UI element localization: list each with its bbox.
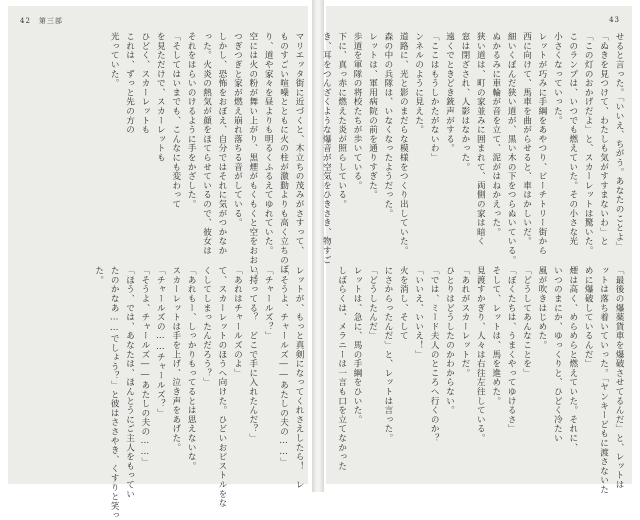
left-bottom-column: 「チャールズ？」 <box>263 266 274 341</box>
left-top-column: 「そしてはいまでも、こんなにも変わって <box>170 32 181 209</box>
left-top-column: それをはらいのけるように手をかざした。 <box>186 32 197 209</box>
right-top-column: このランプは、いつでも燃えていた。その小さな光 <box>567 32 578 246</box>
left-top-column: つぎつぎと家が燃え崩れ落ちる音がしている。 <box>232 32 243 228</box>
right-page <box>321 6 632 495</box>
right-top-column: 森の中の兵隊は、いなくなったようだった。 <box>382 32 393 218</box>
right-bottom-column: 「ぼくたちは、うまくやってゆけるさ」 <box>506 266 517 434</box>
right-bottom-column: 見渡すかぎり、人々は右往左往している。 <box>475 266 486 443</box>
right-top-column: 下に、真っ赤に燃えた炎が照らしている。 <box>336 32 347 209</box>
right-bottom-column: 「いいえ、いいえ！」 <box>413 266 424 359</box>
left-top-column: を見ただけで、スカーレットも <box>155 32 166 163</box>
left-bottom-column: 「ほう、では、あなたは、ほんとうにご主人をもってい <box>124 266 135 499</box>
right-top-column: 狭い道は、町の家並みに囲まれて、両側の家は暗く <box>475 32 486 246</box>
left-top-column: り、道や家々を昼よりも明るくふるえてゆれていた。 <box>263 32 274 256</box>
left-folio: 42 第三部 <box>20 17 63 25</box>
left-page-top-text <box>22 32 306 284</box>
left-bottom-column: 「そうよ、チャールズ――あたしの夫の……」 <box>278 266 289 467</box>
right-top-column: ぬかるみに車輪が音を立て、泥がはねかえった。 <box>490 32 501 237</box>
right-bottom-column: 風が吹きはじめた。 <box>536 266 547 350</box>
right-bottom-column: 「最後の爆薬貨車を爆破させてるんだ」と、レットは <box>614 266 624 490</box>
left-bottom-column: て、スカーレットのほうへ向けた。ひどいおピストルをな <box>216 266 227 508</box>
right-bottom-column: 「どうしてあんなことを」 <box>521 266 532 378</box>
left-top-column: マリエッタ街に近づくと、木立ちの茂みがさすって、 <box>294 32 304 256</box>
right-page-top-text <box>321 32 626 265</box>
right-bottom-column: 「あれがスカーレットだ。 <box>459 266 470 378</box>
left-bottom-column: 「持ってる？ どこで手に入れたんだ？」 <box>247 266 258 443</box>
left-page-bottom-text <box>22 266 306 520</box>
right-top-column: 窓は閉ざされ、人影はなかった。 <box>459 32 470 172</box>
right-top-column: 「ここはもうしかたがないわ」 <box>429 32 440 163</box>
left-top-column: これは、ずっと先の方の <box>124 32 135 135</box>
right-bottom-column: レットは、急に、馬の手綱をひいた。 <box>352 266 363 425</box>
right-bottom-column: 煙は高く、めらめらと燃えていた。それに、 <box>567 266 578 452</box>
right-top-column: 「ぬきを見つけて、わたしも気がすすまないわ」と <box>598 32 609 246</box>
right-top-column: 西に向けて、馬車を曲がらせると、車はかしいだ。 <box>521 32 532 246</box>
left-bottom-column: くしてしまったんだろう？」 <box>201 266 212 387</box>
right-top-column: 道路に、光と影のまだらな模様をつくり出していた。 <box>398 32 409 256</box>
right-top-column: せると言った。「いいえ、ちがう。あなたのことよ」 <box>614 32 624 251</box>
right-page-bottom-text <box>336 266 626 495</box>
right-bottom-column: しばらくは、メラニーは一言も口を立てなかった <box>336 266 347 471</box>
left-bottom-column: 「そうよ、チャールズ――あたしの夫の……」 <box>139 266 150 467</box>
left-top-column: 光っていた。 <box>109 32 120 88</box>
left-top-column: しかし、恐怖をおぼえ、自分ではそれに気がつかなか <box>216 32 227 256</box>
right-bottom-column: そして、レットは、馬を進めた。 <box>490 266 501 406</box>
right-bottom-column: いつのまにか、ゆっくりと、ひどく冷たい <box>552 266 563 443</box>
left-bottom-column: 「あれはチャールズのよ」 <box>232 266 243 378</box>
left-bottom-column: スカーレットは手を上げ、泣き声をあげた。 <box>170 266 181 452</box>
right-top-column: レットが巧みに手綱をあやつり、ピーチトリー街から <box>536 32 547 256</box>
right-top-column: 「この灯のおかげだよ」と、スカーレットは驚いた。 <box>583 32 594 256</box>
right-top-column: レットは、軍用病院の前を通りすぎた。 <box>367 32 378 200</box>
right-top-column: 小さくなっていった。 <box>552 32 563 125</box>
right-bottom-column: 「では、ミード夫人のところへ行くのか？ <box>429 266 440 443</box>
left-bottom-column: たのかなあ……でしょう？」と彼はささやき、くすりと笑っ <box>109 266 120 520</box>
right-bottom-column: ひとりはどうしたのかわからない。 <box>444 266 455 415</box>
right-bottom-column: ットは落ち着いていった。「ヤンキーどもに渡さないた <box>598 266 609 495</box>
left-page <box>8 6 308 520</box>
right-top-column: き、耳をつんざくような爆音が空気をひきさき、物すご <box>321 32 332 265</box>
right-bottom-column: 火を消し、そして <box>398 266 409 341</box>
right-bottom-column: にさからったんだ」と、レットは言った。 <box>382 266 393 443</box>
left-bottom-column: 「あれもー、しっかりもってるとは思えないな。 <box>186 266 197 471</box>
left-bottom-column: レットが、もっと真剣になってくれさえしたら！ レ <box>294 266 304 490</box>
right-folio: 43 <box>609 16 620 24</box>
right-top-column: 遠くでときどき銃声がする。 <box>444 32 455 153</box>
right-top-column: 歩道を軍隊の将校たちが歩いている。 <box>352 32 363 191</box>
right-top-column: ンネルのように見えた。 <box>413 32 424 135</box>
right-bottom-column: 「どうしたんだ」 <box>367 266 378 341</box>
right-bottom-column: めに爆破しているんだ」 <box>583 266 594 369</box>
left-bottom-column: 「チャールズの……チャールズ？」 <box>155 266 166 418</box>
left-bottom-column: た。 <box>93 266 104 285</box>
left-top-column: 空には火の粉が舞い上がり、黒煙がもくもくと空をおおい、 <box>247 32 258 284</box>
right-top-column: 細いくぼんだ狭い道が、黒い木の下をつらぬいている。 <box>506 32 517 265</box>
left-top-column: ものすごい喧噪とともに火の柱が激動よりも高く立ちのぼ <box>278 32 289 274</box>
left-top-column: ひどく、スカーレットも <box>139 32 150 135</box>
left-top-column: った。火炎の熱気が顔をほてらせているので、彼女は <box>201 32 212 256</box>
